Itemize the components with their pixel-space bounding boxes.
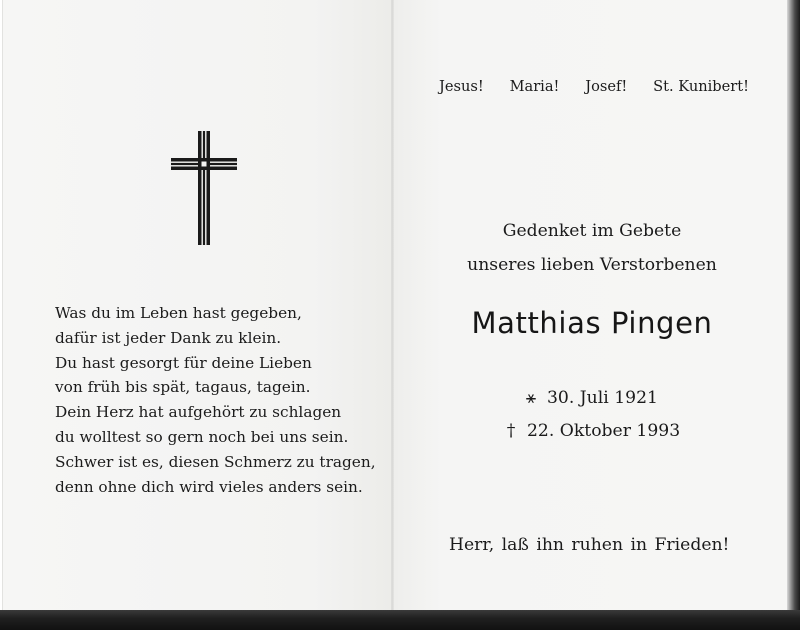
- memorial-poem: [55, 301, 376, 499]
- scan-right-edge: [787, 0, 800, 630]
- birth-date: 30. Juli 1921: [547, 388, 658, 408]
- left-panel: [3, 0, 391, 610]
- saint-maria: Maria!: [509, 78, 560, 95]
- saints-invocation: [439, 78, 749, 95]
- saint-kunibert: St. Kunibert!: [653, 78, 749, 95]
- closing-prayer: Herr, laß ihn ruhen in Frieden!: [449, 535, 730, 555]
- birth-date-line: [519, 388, 658, 408]
- poem-line: dafür ist jeder Dank zu klein.: [55, 328, 282, 347]
- folded-card: [3, 0, 787, 610]
- saint-josef: Josef!: [585, 78, 628, 95]
- deceased-name: Matthias Pingen: [471, 306, 713, 340]
- poem-line: du wolltest so gern noch bei uns sein.: [55, 427, 349, 446]
- poem-line: denn ohne dich wird vieles anders sein.: [55, 477, 363, 496]
- poem-line: Was du im Leben hast gegeben,: [55, 304, 302, 322]
- poem-line: Schwer ist es, diesen Schmerz zu tragen,: [55, 452, 376, 471]
- poem-line: von früh bis spät, tagaus, tagein.: [55, 378, 311, 397]
- poem-line: Dein Herz hat aufgehört zu schlagen: [55, 403, 342, 422]
- poem-line: Du hast gesorgt für deine Lieben: [55, 353, 312, 372]
- death-date-line: [499, 421, 680, 441]
- latin-cross-icon: [171, 131, 237, 245]
- saint-jesus: Jesus!: [439, 78, 484, 95]
- remember-line-1: Gedenket im Gebete: [502, 221, 682, 241]
- birth-star-icon: ⚹: [525, 388, 537, 408]
- death-date: 22. Oktober 1993: [527, 421, 681, 441]
- remember-line-2: unseres lieben Verstorbenen: [467, 255, 717, 275]
- scan-bottom-edge: [0, 610, 800, 630]
- death-dagger-icon: †: [506, 421, 516, 441]
